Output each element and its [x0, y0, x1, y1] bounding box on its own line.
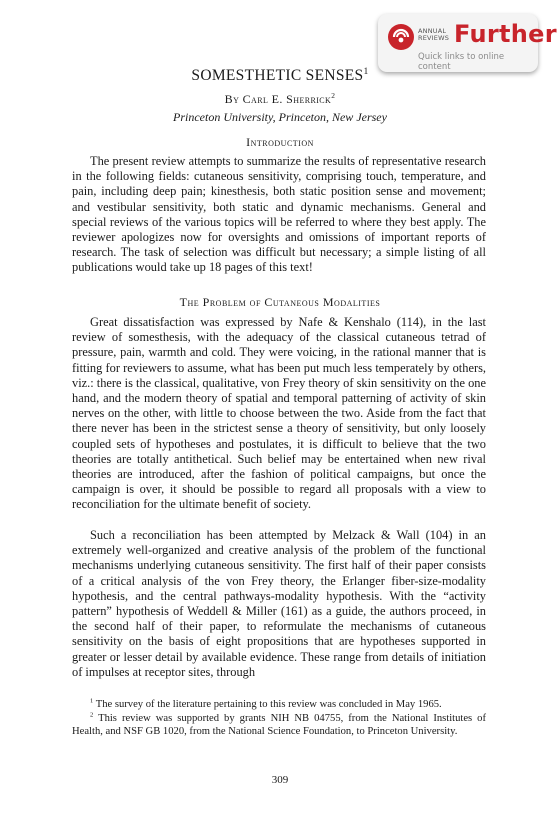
- cutaneous-paragraph-1: Great dissatisfaction was expressed by Nafe & Kenshalo (114), in the last review of somesthesis, with the adequacy of the classical cutaneous tetrad of pressure, pain, warmth and cold. They were voicing, in the rational manner that is fitting for reviewers to assume, what has been put much less temperately by others, viz.: there is the classical, qualitative, von Frey theory of skin sensitivity on the one hand, and the modern theory of spatial and temporal patterning of activity of skin nerves on the other, with little to choose between the two. Aside from the fact that there never has been in the strictest sense a theory of sensitivity, but only loosely coupled sets of hypotheses and postulates, it is difficult to believe that the two theories are totally antithetical. Such belief may be entertained when new rival theories are introduced, after the fashion of political campaigns, but once the campaign is over, it should be possible to regard all proposals with a view to reconciliation for the ultimate benefit of society.: [72, 315, 486, 512]
- annual-reviews-wordmark: ANNUAL REVIEWS: [418, 27, 450, 42]
- article-author: By Carl E. Sherrick$^2$: [224, 91, 336, 106]
- author-footnote-marker[interactable]: 2: [331, 91, 336, 100]
- footnote-2: $^2$ This review was supported by grants NIH NB 04755, from the National Institutes of Health, and NSF GB 1020, from the National Science Foundation, to Princeton University.: [72, 711, 486, 737]
- footnote-1-marker: 1: [90, 697, 94, 705]
- section-heading-cutaneous-modalities: The Problem of Cutaneous Modalities: [179, 295, 381, 309]
- cutaneous-paragraph-2: Such a reconciliation has been attempted by Melzack & Wall (104) in an extremely well-organized and creative analysis of the problem of the functional mechanisms underlying cutaneous sensitivity. The first half of their paper consists of a critical analysis of the von Frey theory, the Erlanger fiber-size-modality hypothesis, and the central pathways-modality hypothesis. With the “activity pattern” hypothesis of Weddell & Miller (161) as a guide, the authors proceed, in the second half of their paper, to reformulate the mechanisms of cutaneous sensitivity on the basis of eight propositions that are hypotheses supported in greater or lesser detail by available evidence. These range from details of initiation of impulses at receptor sites, through: [72, 528, 486, 679]
- further-quick-links-badge[interactable]: [378, 14, 557, 72]
- article-title: SOMESTHETIC SENSES$^1$: [191, 65, 369, 84]
- author-affiliation: Princeton University, Princeton, New Jersey: [173, 110, 387, 124]
- annual-reviews-logo-icon: [388, 24, 414, 50]
- page-number: 309: [271, 774, 289, 786]
- footnote-1: $^1$ The survey of the literature pertaining to this review was concluded in May 1965.: [90, 697, 442, 710]
- introduction-paragraph: The present review attempts to summarize the results of representative research in the following fields: cutaneous sensitivity, comprising touch, temperature, and pain, including deep pain; kinesthesis, both static position sense and movement; and vestibular sensitivity, both static and dynamic mechanisms. General and special reviews of the various topics will be referred to where they best apply. The reviewer apologizes now for oversights and omissions of important reports of research. The task of selection was difficult but necessary; a simple listing of all publications would take up 18 pages of this text!: [72, 154, 486, 275]
- quick-links-label: Quick links to online content: [418, 52, 505, 72]
- title-footnote-marker[interactable]: 1: [363, 65, 369, 77]
- further-label: Further: [454, 20, 557, 48]
- footnote-2-marker: 2: [90, 711, 94, 719]
- section-heading-introduction: Introduction: [246, 135, 314, 149]
